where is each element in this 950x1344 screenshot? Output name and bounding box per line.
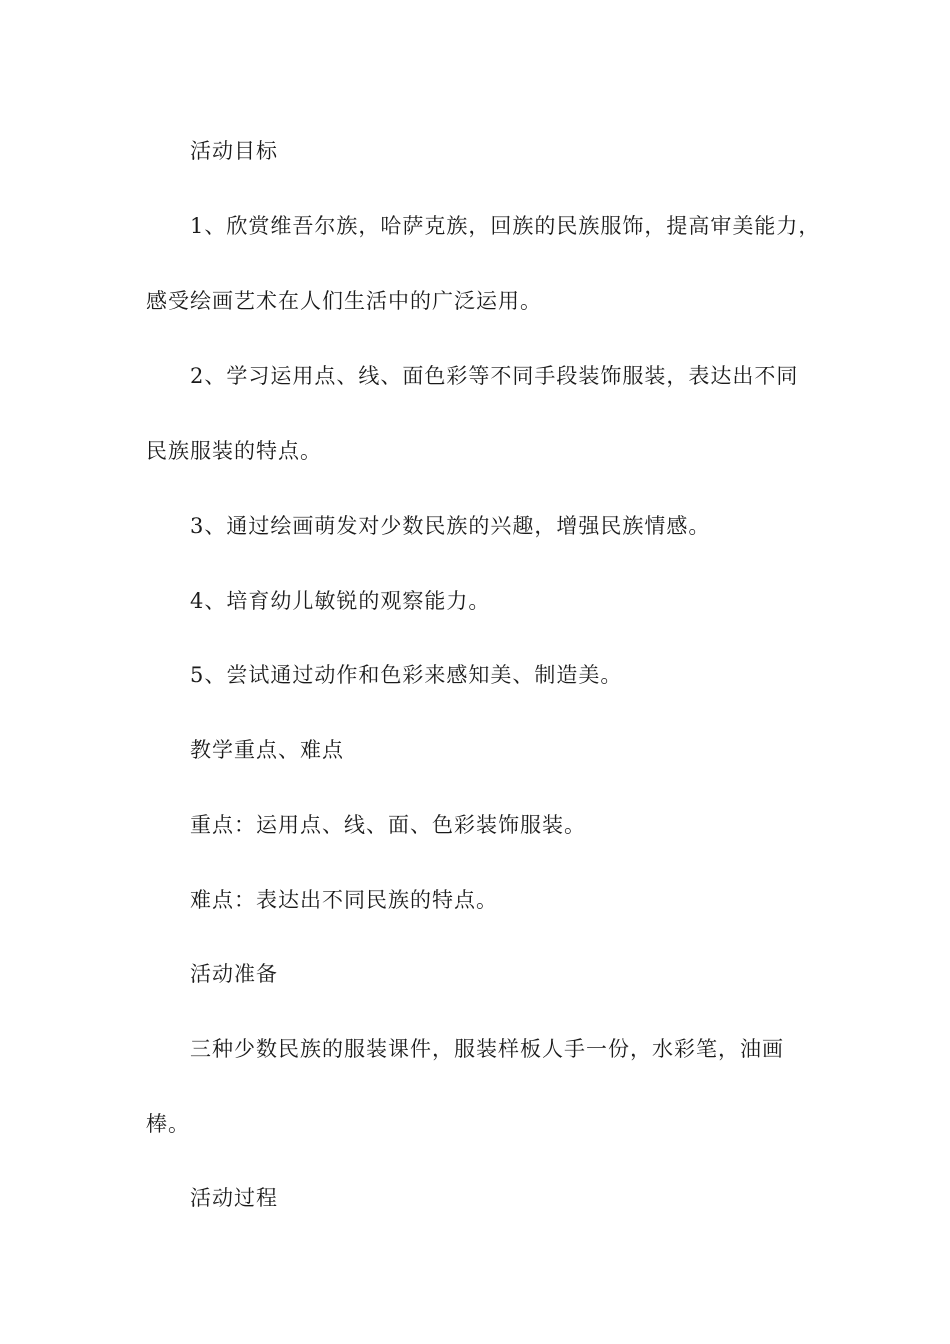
key-point: 重点：运用点、线、面、色彩装饰服装。 [190, 813, 586, 837]
goal-1-line-2: 感受绘画艺术在人们生活中的广泛运用。 [146, 289, 542, 313]
preparation-line-2: 棒。 [146, 1112, 190, 1136]
goal-3: 3、通过绘画萌发对少数民族的兴趣，增强民族情感。 [190, 514, 711, 538]
difficult-point: 难点：表达出不同民族的特点。 [190, 888, 498, 912]
heading-key-points: 教学重点、难点 [190, 738, 344, 762]
goal-2-line-2: 民族服装的特点。 [146, 439, 322, 463]
heading-activity-goals: 活动目标 [190, 139, 278, 163]
heading-activity-preparation: 活动准备 [190, 962, 278, 986]
goal-1-line-1: 1、欣赏维吾尔族，哈萨克族，回族的民族服饰，提高审美能力， [190, 214, 821, 238]
goal-4: 4、培育幼儿敏锐的观察能力。 [190, 589, 491, 613]
preparation-line-1: 三种少数民族的服装课件，服装样板人手一份，水彩笔，油画 [190, 1037, 784, 1061]
goal-5: 5、尝试通过动作和色彩来感知美、制造美。 [190, 663, 623, 687]
goal-2-line-1: 2、学习运用点、线、面色彩等不同手段装饰服装，表达出不同 [190, 364, 799, 388]
heading-activity-process: 活动过程 [190, 1186, 278, 1210]
